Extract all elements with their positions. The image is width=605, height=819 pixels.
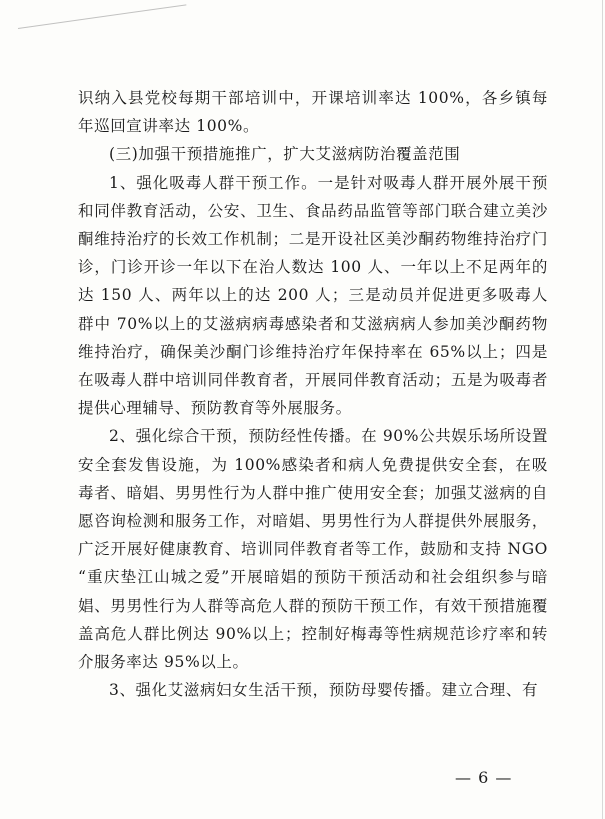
document-body bbox=[78, 84, 548, 704]
paragraph-mother-to-child: 3、强化艾滋病妇女生活干预，预防母婴传播。建立合理、有 bbox=[109, 681, 539, 700]
paragraph-continuation: 识纳入县党校每期干部培训中，开课培训率达 100%，各乡镇每年巡回宣讲率达 100%。 bbox=[78, 89, 548, 136]
scan-artifact-line bbox=[18, 4, 186, 29]
page-number: — 6 — bbox=[455, 768, 513, 787]
paragraph-drug-user-intervention: 1、强化吸毒人群干预工作。一是针对吸毒人群开展外展干预和同伴教育活动，公安、卫生、食品药品监管等部门联合建立美沙酮维持治疗的长效工作机制；二是开设社区美沙酮药物维持治疗门诊，门诊开诊一年以下在治人数达 100 人、一年以上不足两年的达 150 人、两年以上的达 200 人；三是动员并促进更多吸毒人群中 70%以上的艾滋病病毒感染者和艾滋病病人参加美沙酮药物维持治疗，确保美沙酮门诊维持治疗年保持率在 65%以上；四是在吸毒人群中培训同伴教育者，开展同伴教育活动；五是为吸毒者提供心理辅导、预防教育等外展服务。 bbox=[78, 173, 548, 418]
page-edge bbox=[602, 0, 603, 819]
section-heading: (三)加强干预措施推广，扩大艾滋病防治覆盖范围 bbox=[109, 145, 461, 164]
paragraph-sexual-transmission: 2、强化综合干预，预防经性传播。在 90%公共娱乐场所设置安全套发售设施，为 100%感染者和病人免费提供安全套，在吸毒者、暗娼、男男性行为人群中推广使用安全套；加强艾滋病的自愿咨询检测和服务工作，对暗娼、男男性行为人群提供外展服务，广泛开展好健康教育、培训同伴教育者等工作，鼓励和支持 NGO “重庆垫江山城之爱”开展暗娼的预防干预活动和社会组织参与暗娼、男男性行为人群等高危人群的预防干预工作，有效干预措施覆盖高危人群比例达 90%以上；控制好梅毒等性病规范诊疗率和转介服务率达 95%以上。 bbox=[78, 427, 548, 672]
